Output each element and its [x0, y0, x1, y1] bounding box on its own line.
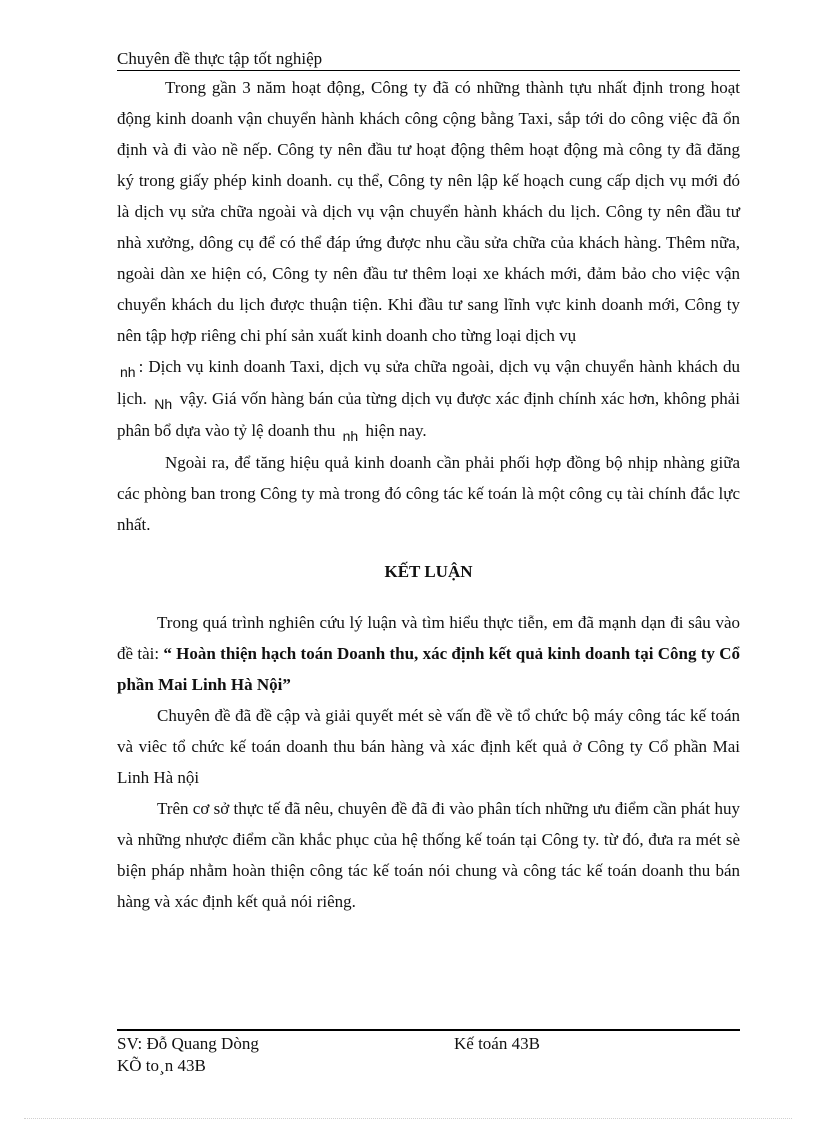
footer-student: SV: Đỗ Quang Dòng — [117, 1034, 259, 1053]
inline-note-nh: nh — [120, 364, 136, 380]
paragraph-text: Trong gần 3 năm hoạt động, Công ty đã có những thành tựu nhất định trong hoạt động kinh doanh vận chuyển hành khách công cộng bằng Taxi, sắp tới do công việc đã ổn định và đi vào nề nếp. Công ty nên đầu tư hoạt động thêm hoạt động mà công ty đã đăng ký trong giấy phép kinh doanh. cụ thể, Công ty nên lập kế hoạch cung cấp dịch vụ mới đó là dịch vụ sửa chữa ngoài và dịch vụ vận chuyển hành khách du lịch. Công ty nên đầu tư nhà xưởng, dông cụ để có thể đáp ứng được nhu cầu sửa chữa của khách hàng. Thêm nữa, ngoài dàn xe hiện có, Công ty nên đầu tư thêm loại xe khách mới, đảm bảo cho việc vận chuyển khách du lịch được thuận tiện. Khi đầu tư sang lĩnh vực kinh doanh mới, Công ty nên tập hợp riêng chi phí sản xuất kinh doanh cho từng loại dịch vụ — [117, 78, 740, 345]
paragraph-research-topic — [117, 607, 740, 700]
header-title: Chuyên đề thực tập tốt nghiệp — [117, 49, 323, 68]
footer-class: Kế toán 43B — [454, 1034, 540, 1053]
paragraph-text: Trong quá trình nghiên cứu lý luận và tìm hiểu thực tiễn, em đã mạnh dạn đi sâu vào đề tài: — [117, 613, 740, 663]
footer-divider — [117, 1029, 740, 1031]
paragraph-scope: Chuyên đề đã đề cập và giải quyết mét sè vấn đề về tổ chức bộ máy công tác kế toán và viêc tổ chức kế toán doanh thu bán hàng và xác định kết quả ở Công ty Cổ phần Mai Linh Hà nội — [117, 706, 740, 787]
paragraph-business-expansion — [117, 72, 740, 447]
page-edge-divider — [24, 1118, 792, 1119]
paragraph-coordination: Ngoài ra, để tăng hiệu quả kinh doanh cần phải phối hợp đồng bộ nhịp nhàng giữa các phòng ban trong Công ty mà trong đó công tác kế toán là một công cụ tài chính đắc lực nhất. — [117, 453, 740, 534]
topic-title: “ Hoàn thiện hạch toán Doanh thu, xác định kết quả kinh doanh tại Công ty Cổ phần Mai Linh Hà Nội” — [117, 644, 740, 694]
paragraph-text: : Dịch vụ kinh doanh Taxi, dịch vụ sửa chữa ngoài, dịch vụ vận chuyển hành khách du lịch. — [117, 357, 740, 408]
page-header — [117, 48, 740, 71]
paragraph-text: hiện nay. — [365, 421, 427, 440]
conclusion-heading: KẾT LUẬN — [384, 562, 473, 581]
inline-note-nh: nh — [342, 428, 359, 444]
paragraph-text: vậy. Giá vốn hàng bán của từng dịch vụ được xác định chính xác hơn, không phải phân bổ dựa vào tỷ lệ doanh thu — [117, 389, 740, 440]
footer-class-garbled: KÕ to¸n 43B — [117, 1056, 206, 1075]
document-body — [117, 72, 740, 917]
paragraph-analysis: Trên cơ sở thực tế đã nêu, chuyên đề đã đi vào phân tích những ưu điểm cần phát huy và những nhược điểm cần khắc phục của hệ thống kế toán tại Công ty. từ đó, đưa ra mét sè biện pháp nhằm hoàn thiện công tác kế toán nói chung và công tác kế toán doanh thu bán hàng và xác định kết quả nói riêng. — [117, 799, 740, 911]
inline-note-nh: Nh — [154, 396, 173, 412]
